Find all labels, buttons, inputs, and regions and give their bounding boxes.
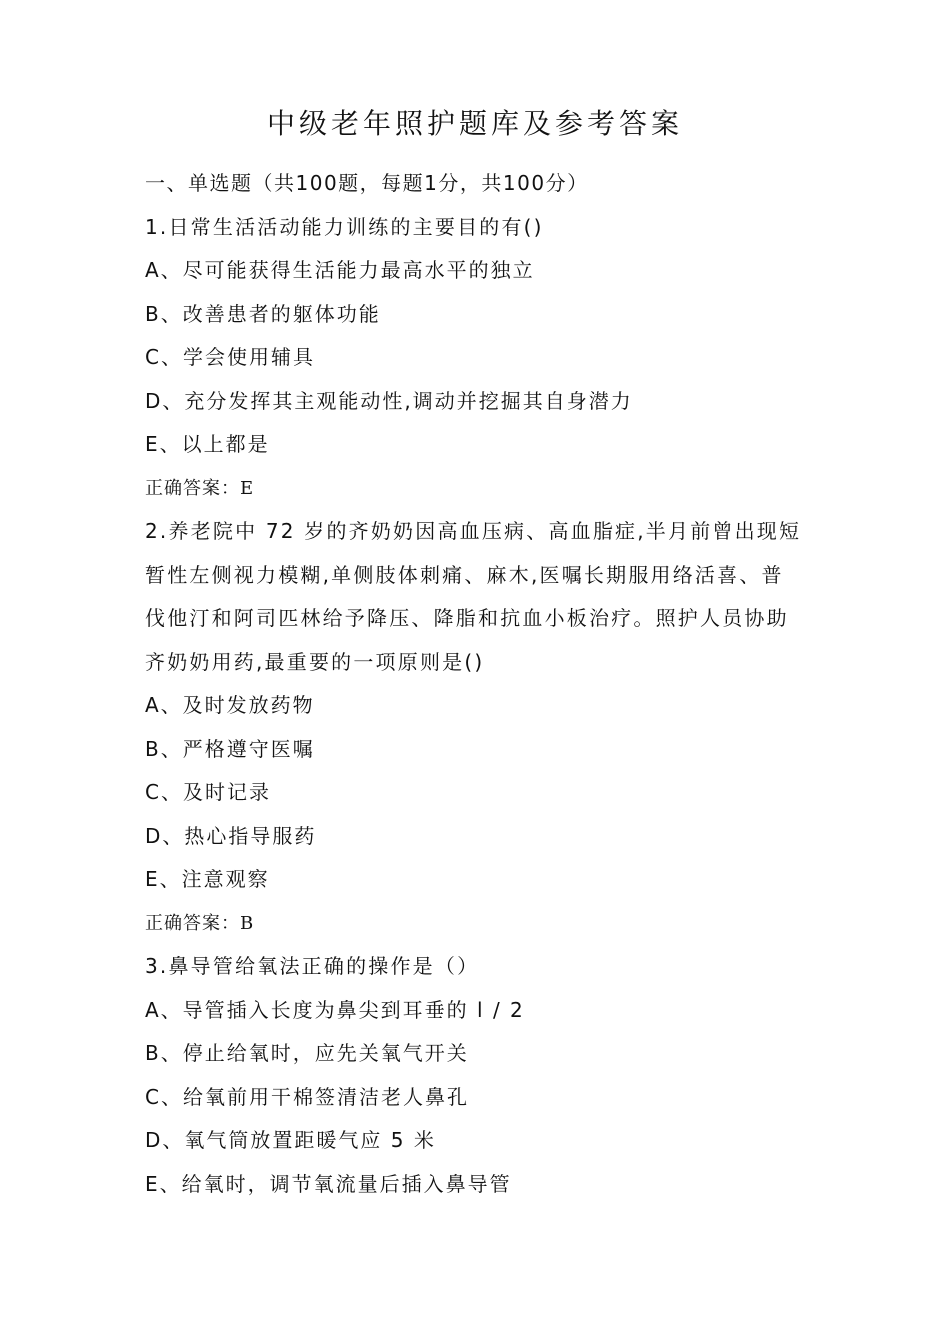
- correct-answer: 正确答案：E: [145, 477, 255, 499]
- option-d: D、充分发挥其主观能动性,调动并挖掘其自身潜力: [145, 388, 633, 413]
- question-stem-line: 伐他汀和阿司匹林给予降压、降脂和抗血小板治疗。照护人员协助: [145, 606, 789, 630]
- option-e: E、以上都是: [145, 432, 270, 456]
- option-d: D、氧气筒放置距暖气应 5 米: [145, 1128, 436, 1152]
- document-title: 中级老年照护题库及参考答案: [266, 107, 683, 140]
- question-2: [145, 510, 815, 945]
- option-a: A、尽可能获得生活能力最高水平的独立: [145, 258, 535, 282]
- option-e: E、注意观察: [145, 867, 270, 891]
- question-stem-line: 齐奶奶用药,最重要的一项原则是(): [145, 649, 485, 674]
- option-b: B、停止给氧时，应先关氧气开关: [145, 1041, 469, 1065]
- option-a: A、导管插入长度为鼻尖到耳垂的 l / 2: [145, 997, 525, 1022]
- correct-answer: 正确答案：B: [145, 912, 255, 934]
- document-body: [145, 162, 815, 1206]
- question-3: [145, 945, 815, 1206]
- option-e: E、给氧时，调节氧流量后插入鼻导管: [145, 1171, 512, 1196]
- question-stem-line: 2.养老院中 72 岁的齐奶奶因高血压病、高血脂症,半月前曾出现短: [145, 519, 802, 543]
- question-1: [145, 206, 815, 511]
- section-heading: 一、单选题（共100题，每题1分，共100分）: [145, 171, 589, 195]
- question-stem: 1.日常生活活动能力训练的主要目的有(): [145, 214, 544, 239]
- option-c: C、学会使用辅具: [145, 345, 315, 369]
- question-stem-line: 暂性左侧视力模糊,单侧肢体刺痛、麻木,医嘱长期服用络活喜、普: [145, 562, 784, 587]
- option-b: B、严格遵守医嘱: [145, 736, 315, 761]
- option-b: B、改善患者的躯体功能: [145, 301, 381, 326]
- option-c: C、及时记录: [145, 780, 271, 804]
- option-d: D、热心指导服药: [145, 823, 317, 848]
- option-c: C、给氧前用干棉签清洁老人鼻孔: [145, 1084, 469, 1109]
- question-stem: 3.鼻导管给氧法正确的操作是（）: [145, 954, 480, 978]
- option-a: A、及时发放药物: [145, 693, 315, 717]
